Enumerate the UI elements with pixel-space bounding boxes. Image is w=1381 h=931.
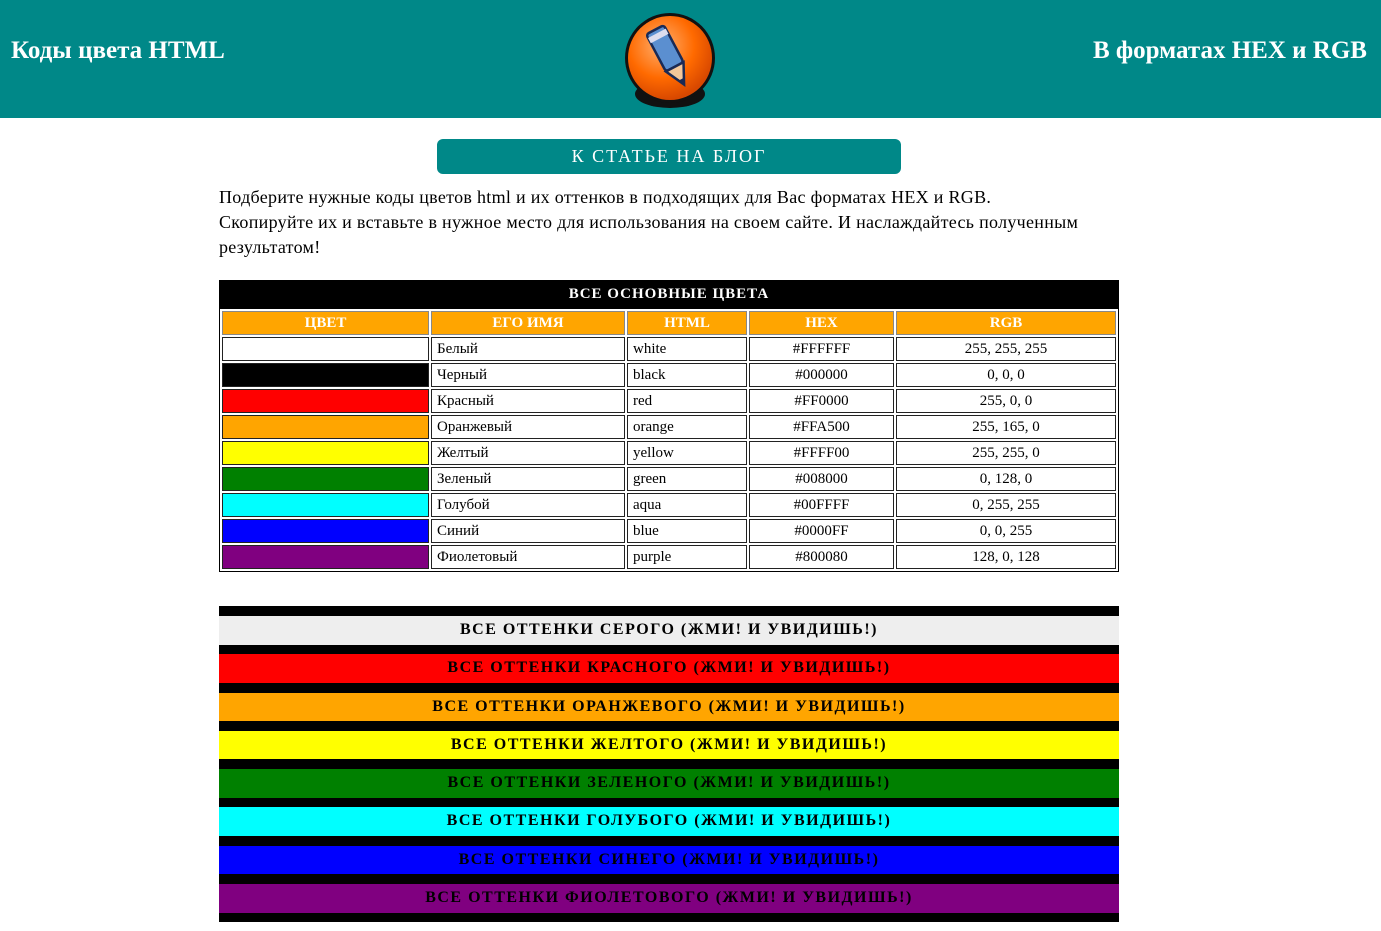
color-swatch [222,415,429,439]
html-name: yellow [627,441,747,465]
html-name: red [627,389,747,413]
color-swatch [222,493,429,517]
hex-code: #FFFFFF [749,337,894,361]
color-swatch [222,441,429,465]
color-name: Красный [431,389,625,413]
hex-code: #FF0000 [749,389,894,413]
color-name: Голубой [431,493,625,517]
rgb-code: 255, 255, 255 [896,337,1116,361]
header-name: ЕГО ИМЯ [431,311,625,335]
rgb-code: 255, 0, 0 [896,389,1116,413]
color-swatch [222,337,429,361]
color-swatch [222,519,429,543]
shade-link[interactable]: ВСЕ ОТТЕНКИ КРАСНОГО (ЖМИ! И УВИДИШЬ!) [219,654,1119,683]
hex-code: #00FFFF [749,493,894,517]
hex-code: #800080 [749,545,894,569]
color-name: Зеленый [431,467,625,491]
intro-text: Подберите нужные коды цветов html и их оттенков в подходящих для Вас форматах HEX и RGB. Скопируйте их и вставьте в нужное место для использования на своем сайте. И наслаждайтесь полученным результатом! [219,187,1079,257]
shade-link[interactable]: ВСЕ ОТТЕНКИ ЗЕЛЕНОГО (ЖМИ! И УВИДИШЬ!) [219,769,1119,798]
color-swatch [222,467,429,491]
html-name: black [627,363,747,387]
hex-code: #008000 [749,467,894,491]
html-name: blue [627,519,747,543]
color-swatch [222,545,429,569]
html-name: white [627,337,747,361]
header-rgb: RGB [896,311,1116,335]
color-name: Белый [431,337,625,361]
table-row [222,363,1116,387]
table-row [222,415,1116,439]
html-name: orange [627,415,747,439]
basic-colors-table [219,280,1119,572]
site-title[interactable]: Коды цвета HTML [11,37,225,64]
shade-link[interactable]: ВСЕ ОТТЕНКИ СЕРОГО (ЖМИ! И УВИДИШЬ!) [219,616,1119,645]
header-hex: HEX [749,311,894,335]
shade-link[interactable]: ВСЕ ОТТЕНКИ ФИОЛЕТОВОГО (ЖМИ! И УВИДИШЬ!) [219,884,1119,913]
rgb-code: 0, 0, 0 [896,363,1116,387]
shade-link[interactable]: ВСЕ ОТТЕНКИ СИНЕГО (ЖМИ! И УВИДИШЬ!) [219,846,1119,875]
shade-link[interactable]: ВСЕ ОТТЕНКИ ЖЕЛТОГО (ЖМИ! И УВИДИШЬ!) [219,731,1119,760]
header-html: HTML [627,311,747,335]
shade-link[interactable]: ВСЕ ОТТЕНКИ ОРАНЖЕВОГО (ЖМИ! И УВИДИШЬ!) [219,693,1119,722]
table-row [222,493,1116,517]
color-name: Фиолетовый [431,545,625,569]
hex-code: #0000FF [749,519,894,543]
blog-article-button[interactable]: К СТАТЬЕ НА БЛОГ [437,139,901,174]
rgb-code: 0, 255, 255 [896,493,1116,517]
table-row [222,467,1116,491]
header-color: ЦВЕТ [222,311,429,335]
site-header [0,0,1381,118]
table-row [222,441,1116,465]
rgb-code: 255, 165, 0 [896,415,1116,439]
rgb-code: 128, 0, 128 [896,545,1116,569]
rgb-code: 0, 128, 0 [896,467,1116,491]
hex-code: #000000 [749,363,894,387]
html-name: aqua [627,493,747,517]
shade-links [219,606,1119,922]
color-name: Оранжевый [431,415,625,439]
rgb-code: 0, 0, 255 [896,519,1116,543]
rgb-code: 255, 255, 0 [896,441,1116,465]
shade-link[interactable]: ВСЕ ОТТЕНКИ ГОЛУБОГО (ЖМИ! И УВИДИШЬ!) [219,807,1119,836]
color-swatch [222,389,429,413]
color-name: Желтый [431,441,625,465]
table-row [222,389,1116,413]
color-swatch [222,363,429,387]
hex-code: #FFFF00 [749,441,894,465]
site-subtitle: В форматах HEX и RGB [1092,37,1367,64]
html-name: purple [627,545,747,569]
pencil-icon [620,12,720,110]
table-row [222,337,1116,361]
table-caption: ВСЕ ОСНОВНЫЕ ЦВЕТА [219,280,1119,308]
hex-code: #FFA500 [749,415,894,439]
html-name: green [627,467,747,491]
table-row [222,545,1116,569]
table-row [222,519,1116,543]
color-name: Черный [431,363,625,387]
color-name: Синий [431,519,625,543]
